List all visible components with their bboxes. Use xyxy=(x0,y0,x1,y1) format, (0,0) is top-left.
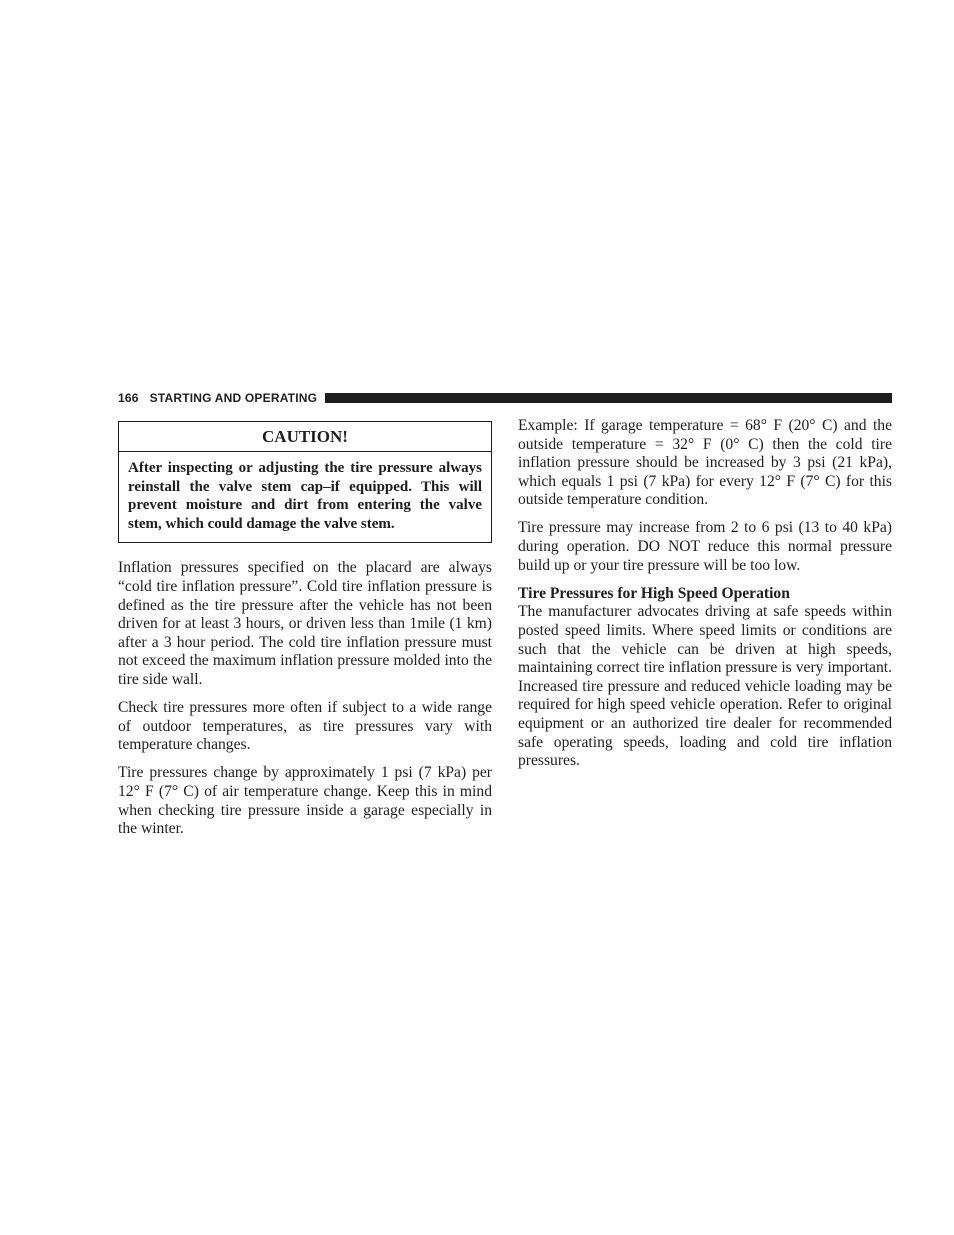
paragraph-inflation-pressures: Inflation pressures specified on the placard are always “cold tire inflation pressure”. Cold tire inflation pressure is defined as the tire pressure after the vehicle has not been driven for at least 3 hours, or driven less than 1mile (1 km) after a 3 hour period. The cold tire inflation pressure must not exceed the maximum inflation pressure molded into the tire side wall. xyxy=(118,559,492,688)
paragraph-pressure-increase: Tire pressure may increase from 2 to 6 psi (13 to 40 kPa) during operation. DO NOT reduce this normal pressure build up or your tire pressure will be too low. xyxy=(518,519,892,574)
heading-high-speed: Tire Pressures for High Speed Operation xyxy=(518,584,790,602)
paragraph-garage-example: Example: If garage temperature = 68° F (20° C) and the outside temperature = 32° F (0° C) then the cold tire inflation pressure should be increased by 3 psi (21 kPa), which equals 1 psi (7 kPa) for every 12° F (7° C) for this outside temperature condition. xyxy=(518,417,892,509)
header-rule xyxy=(325,393,892,403)
right-column xyxy=(518,417,892,780)
paragraph-high-speed: The manufacturer advocates driving at safe speeds within posted speed limits. Where speed limits or conditions are such that the vehicle can be driven at high speeds, maintaining correct tire inflation pressure is very important. Increased tire pressure and reduced vehicle loading may be required for high speed vehicle operation. Refer to original equipment or an authorized tire dealer for recommended safe operating speeds, loading and cold tire inflation pressures. xyxy=(518,603,892,770)
caution-text: After inspecting or adjusting the tire pressure always reinstall the valve stem cap–if equipped. This will prevent moisture and dirt from entering the valve stem, which could damage the valve stem. xyxy=(128,460,482,532)
running-header xyxy=(118,390,892,406)
left-column xyxy=(118,417,492,848)
paragraph-pressure-change: Tire pressures change by approximately 1 psi (7 kPa) per 12° F (7° C) of air temperature change. Keep this in mind when checking tire pressure inside a garage especially in the winter. xyxy=(118,764,492,838)
section-title: STARTING AND OPERATING xyxy=(149,391,318,405)
page-number: 166 xyxy=(118,391,139,405)
paragraph-check-tire-pressures: Check tire pressures more often if subject to a wide range of outdoor temperatures, as tire pressures vary with temperature changes. xyxy=(118,699,492,754)
caution-title: CAUTION! xyxy=(119,422,491,452)
caution-box xyxy=(118,421,492,543)
